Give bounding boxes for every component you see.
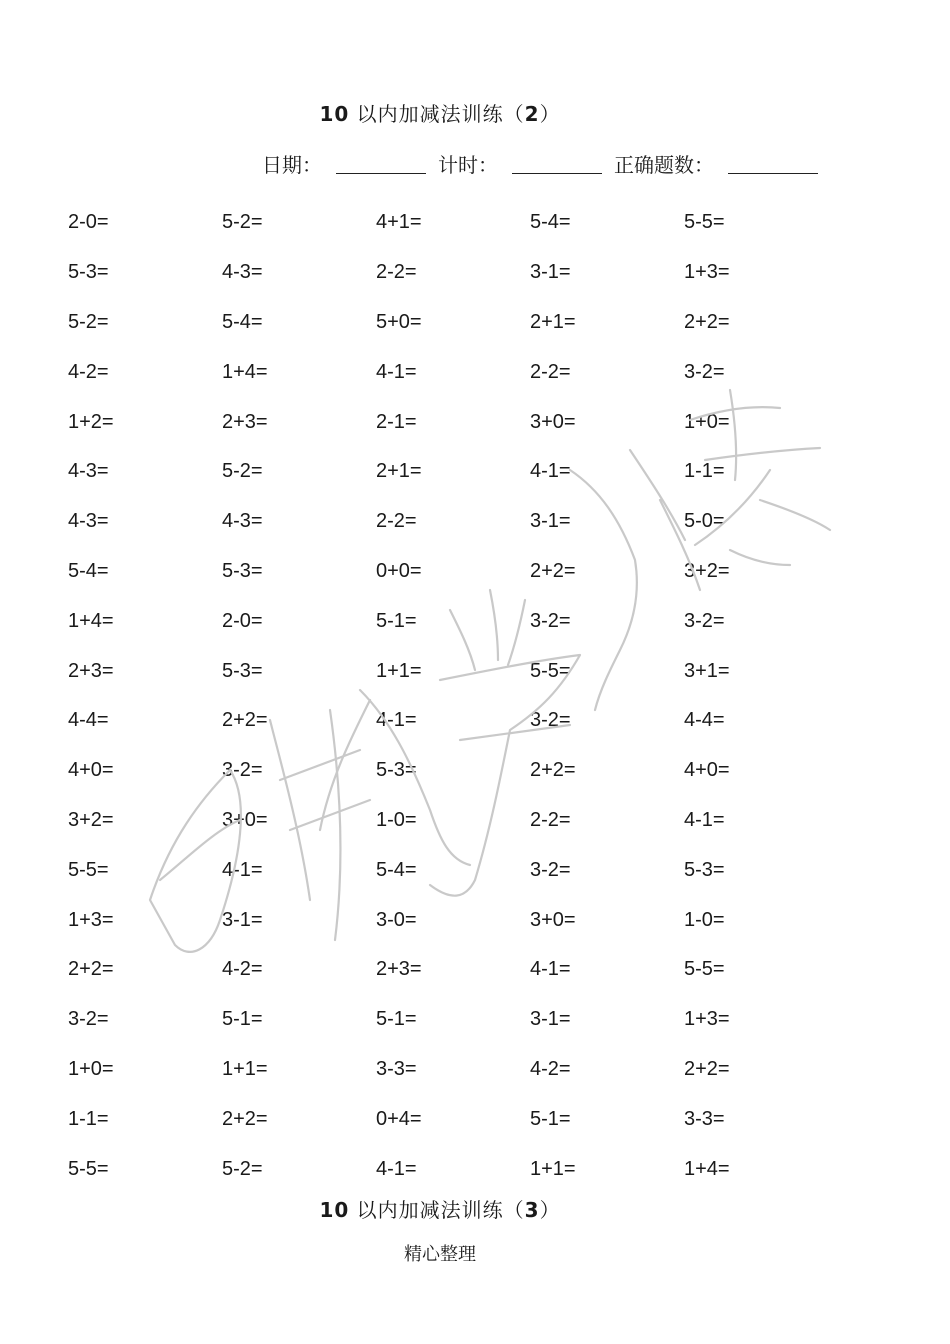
math-problem: 2-2= — [530, 360, 571, 383]
problem-row — [68, 596, 868, 646]
math-problem: 4-4= — [68, 709, 109, 732]
problem-row — [68, 995, 868, 1045]
math-problem: 5-2= — [222, 460, 263, 483]
math-problem: 2+1= — [376, 460, 422, 483]
math-problem: 1+4= — [684, 1157, 730, 1180]
math-problem: 5-3= — [376, 759, 417, 782]
problem-row — [68, 796, 868, 846]
problem-row — [68, 1094, 868, 1144]
math-problem: 2-2= — [376, 261, 417, 284]
math-problem: 5-4= — [530, 211, 571, 234]
math-problem: 3-1= — [530, 1008, 571, 1031]
math-problem: 3+0= — [530, 410, 576, 433]
math-problem: 4-3= — [222, 261, 263, 284]
timer-blank[interactable] — [512, 172, 602, 174]
info-row — [262, 148, 830, 178]
problem-row — [68, 248, 868, 298]
math-problem: 2+2= — [68, 958, 114, 981]
math-problem: 4+0= — [684, 759, 730, 782]
math-problem: 4+1= — [376, 211, 422, 234]
math-problem: 0+4= — [376, 1107, 422, 1130]
math-problem: 1+2= — [68, 410, 114, 433]
math-problem: 5-4= — [222, 310, 263, 333]
math-problem: 2+3= — [68, 659, 114, 682]
math-problem: 2-2= — [530, 808, 571, 831]
correct-count-label: 正确题数： — [614, 153, 714, 177]
math-problem: 2-0= — [222, 609, 263, 632]
math-problem: 4-1= — [530, 958, 571, 981]
title-close: ） — [539, 1198, 561, 1222]
math-problem: 3-1= — [222, 908, 263, 931]
math-problem: 3-2= — [530, 709, 571, 732]
math-problem: 4-3= — [222, 510, 263, 533]
math-problem: 1+1= — [222, 1057, 268, 1080]
math-problem: 3-2= — [68, 1008, 109, 1031]
math-problem: 1-0= — [684, 908, 725, 931]
math-problem: 5-4= — [376, 858, 417, 881]
problem-row — [68, 1144, 868, 1194]
correct-count-field — [614, 149, 818, 178]
math-problem: 4-3= — [68, 510, 109, 533]
footer-text: 精心整理 — [404, 1244, 476, 1265]
math-problem: 3-0= — [376, 908, 417, 931]
problem-row — [68, 397, 868, 447]
math-problem: 3-2= — [222, 759, 263, 782]
math-problem: 3-2= — [530, 609, 571, 632]
math-problem: 5-5= — [684, 211, 725, 234]
math-problem: 4+0= — [68, 759, 114, 782]
math-problem: 5+0= — [376, 310, 422, 333]
math-problem: 1+0= — [684, 410, 730, 433]
math-problem: 4-2= — [530, 1057, 571, 1080]
math-problem: 5-2= — [68, 310, 109, 333]
math-problem: 2-1= — [376, 410, 417, 433]
math-problem: 5-3= — [222, 559, 263, 582]
timer-label: 计时： — [438, 153, 498, 177]
math-problem: 3-1= — [530, 510, 571, 533]
problem-row — [68, 347, 868, 397]
problem-row — [68, 198, 868, 248]
problem-row — [68, 746, 868, 796]
math-problem: 2+2= — [684, 1057, 730, 1080]
title-index: 2 — [524, 102, 540, 126]
math-problem: 5-3= — [684, 858, 725, 881]
correct-count-blank[interactable] — [728, 172, 818, 174]
math-problem: 3-2= — [684, 609, 725, 632]
problem-row — [68, 646, 868, 696]
math-problem: 1-1= — [68, 1107, 109, 1130]
problem-row — [68, 895, 868, 945]
problem-row — [68, 298, 868, 348]
math-problem: 4-1= — [684, 808, 725, 831]
math-problem: 5-4= — [68, 559, 109, 582]
math-problem: 5-1= — [530, 1107, 571, 1130]
problem-row — [68, 547, 868, 597]
math-problem: 2+1= — [530, 310, 576, 333]
math-problem: 2+3= — [376, 958, 422, 981]
problem-row — [68, 447, 868, 497]
math-problem: 3+2= — [684, 559, 730, 582]
math-problem: 1+3= — [684, 1008, 730, 1031]
math-problem: 4-2= — [68, 360, 109, 383]
problem-row — [68, 696, 868, 746]
math-problem: 5-1= — [376, 609, 417, 632]
title-number: 10 — [319, 1198, 350, 1222]
math-problem: 2-2= — [376, 510, 417, 533]
math-problem: 3+0= — [530, 908, 576, 931]
math-problem: 3-2= — [684, 360, 725, 383]
problem-row — [68, 945, 868, 995]
math-problem: 5-1= — [222, 1008, 263, 1031]
math-problem: 1+0= — [68, 1057, 114, 1080]
title-close: ） — [539, 102, 561, 126]
math-problem: 3-3= — [376, 1057, 417, 1080]
problem-row — [68, 1045, 868, 1095]
math-problem: 5-2= — [222, 211, 263, 234]
date-label: 日期： — [262, 153, 322, 177]
math-problem: 3+2= — [68, 808, 114, 831]
math-problem: 5-1= — [376, 1008, 417, 1031]
title-index: 3 — [524, 1198, 540, 1222]
math-problem: 1+4= — [68, 609, 114, 632]
math-problem: 5-5= — [68, 1157, 109, 1180]
math-problem: 2+2= — [530, 559, 576, 582]
math-problem: 1+4= — [222, 360, 268, 383]
date-blank[interactable] — [336, 172, 426, 174]
math-problem: 3-2= — [530, 858, 571, 881]
math-problem: 3+0= — [222, 808, 268, 831]
timer-field — [438, 149, 602, 178]
math-problem: 4-2= — [222, 958, 263, 981]
math-problem: 4-1= — [376, 360, 417, 383]
math-problem: 5-2= — [222, 1157, 263, 1180]
math-problem: 5-5= — [684, 958, 725, 981]
worksheet-title — [0, 98, 880, 127]
problem-row — [68, 497, 868, 547]
math-problem: 2-0= — [68, 211, 109, 234]
problem-row — [68, 845, 868, 895]
title-number: 10 — [319, 102, 350, 126]
math-problem: 1+1= — [530, 1157, 576, 1180]
title-text: 以内加减法训练（ — [349, 102, 525, 126]
math-problem: 4-1= — [222, 858, 263, 881]
math-problem: 2+2= — [684, 310, 730, 333]
math-problem: 5-5= — [530, 659, 571, 682]
math-problem: 2+2= — [530, 759, 576, 782]
math-problem: 4-3= — [68, 460, 109, 483]
date-field — [262, 149, 426, 178]
title-text: 以内加减法训练（ — [349, 1198, 525, 1222]
math-problem: 4-4= — [684, 709, 725, 732]
math-problem: 1-1= — [684, 460, 725, 483]
math-problem: 1+3= — [684, 261, 730, 284]
next-worksheet-title — [0, 1194, 880, 1223]
math-problem: 3-1= — [530, 261, 571, 284]
math-problem: 3+1= — [684, 659, 730, 682]
math-problem: 5-0= — [684, 510, 725, 533]
math-problem: 5-3= — [68, 261, 109, 284]
math-problem: 1+3= — [68, 908, 114, 931]
math-problem: 4-1= — [376, 709, 417, 732]
math-problem: 0+0= — [376, 559, 422, 582]
math-problem: 1+1= — [376, 659, 422, 682]
math-problem: 5-5= — [68, 858, 109, 881]
math-problem: 4-1= — [376, 1157, 417, 1180]
math-problem: 2+3= — [222, 410, 268, 433]
math-problem: 1-0= — [376, 808, 417, 831]
problem-grid — [68, 198, 868, 1194]
math-problem: 2+2= — [222, 709, 268, 732]
math-problem: 3-3= — [684, 1107, 725, 1130]
math-problem: 2+2= — [222, 1107, 268, 1130]
math-problem: 4-1= — [530, 460, 571, 483]
math-problem: 5-3= — [222, 659, 263, 682]
